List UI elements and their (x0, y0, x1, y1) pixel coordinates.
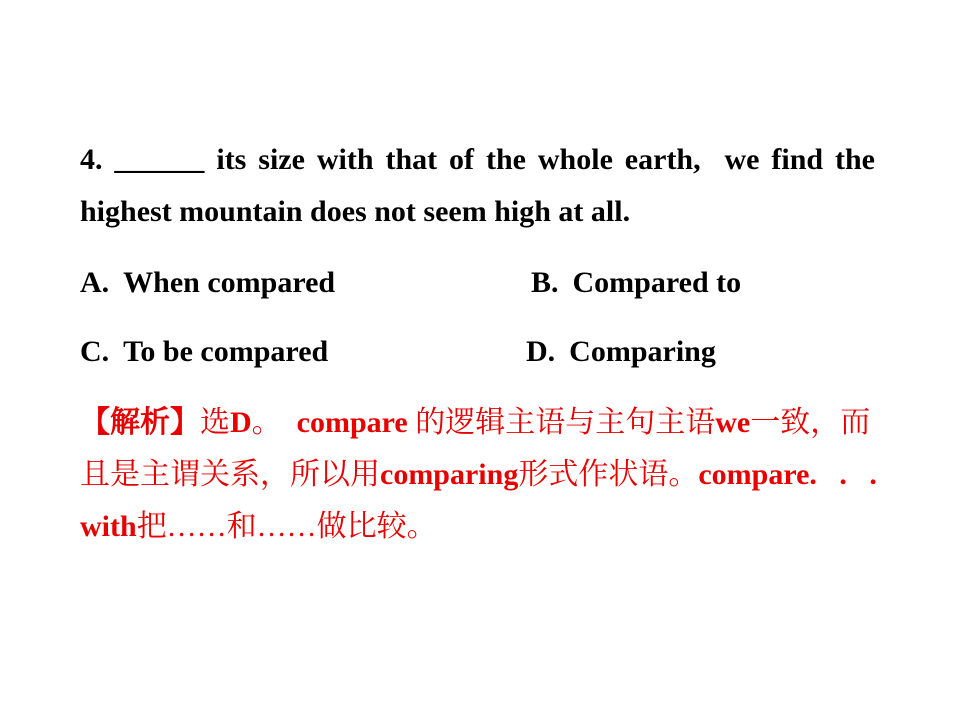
explanation-text-5: 把……和……做比较。 (136, 510, 437, 543)
period-mark: 。 (251, 406, 282, 439)
option-b (531, 261, 741, 305)
option-a-text: When compared (123, 266, 336, 299)
option-c-text: To be compared (123, 335, 329, 368)
keyword-compare-dots: compare. . . (698, 458, 877, 491)
answer-letter: D (230, 406, 252, 439)
option-a-letter: A. (80, 266, 110, 299)
explanation-line-1 (80, 401, 890, 445)
analysis-tag: 【解析】 (80, 406, 200, 439)
option-c-letter: C. (80, 335, 110, 368)
explanation-line-3 (80, 505, 890, 549)
explanation-text-4: 形式作状语。 (518, 458, 699, 491)
keyword-with: with (80, 510, 137, 543)
keyword-compare: compare (281, 406, 416, 439)
question-line-2: highest mountain does not seem high at all. (80, 195, 631, 228)
option-d (526, 330, 716, 374)
option-b-text: Compared to (572, 266, 742, 299)
option-d-letter: D. (526, 335, 556, 368)
explanation-line-2 (80, 453, 890, 497)
explanation-text-3: 且是主谓关系，所以用 (80, 458, 380, 491)
keyword-comparing: comparing (380, 458, 519, 491)
question-line-1: 4. ______ its size with that of the whole earth, we find the (80, 143, 875, 176)
option-c (80, 330, 328, 374)
explanation-text-1: 的逻辑主语与主句主语 (415, 406, 716, 439)
options-row-ab (80, 261, 920, 305)
keyword-we: we (715, 406, 751, 439)
option-d-text: Comparing (569, 335, 716, 368)
choose-label: 选 (200, 406, 230, 439)
options-row-cd (80, 330, 920, 374)
option-a (80, 261, 335, 305)
explanation-text-2: 一致，而 (750, 406, 871, 439)
option-b-letter: B. (531, 266, 559, 299)
